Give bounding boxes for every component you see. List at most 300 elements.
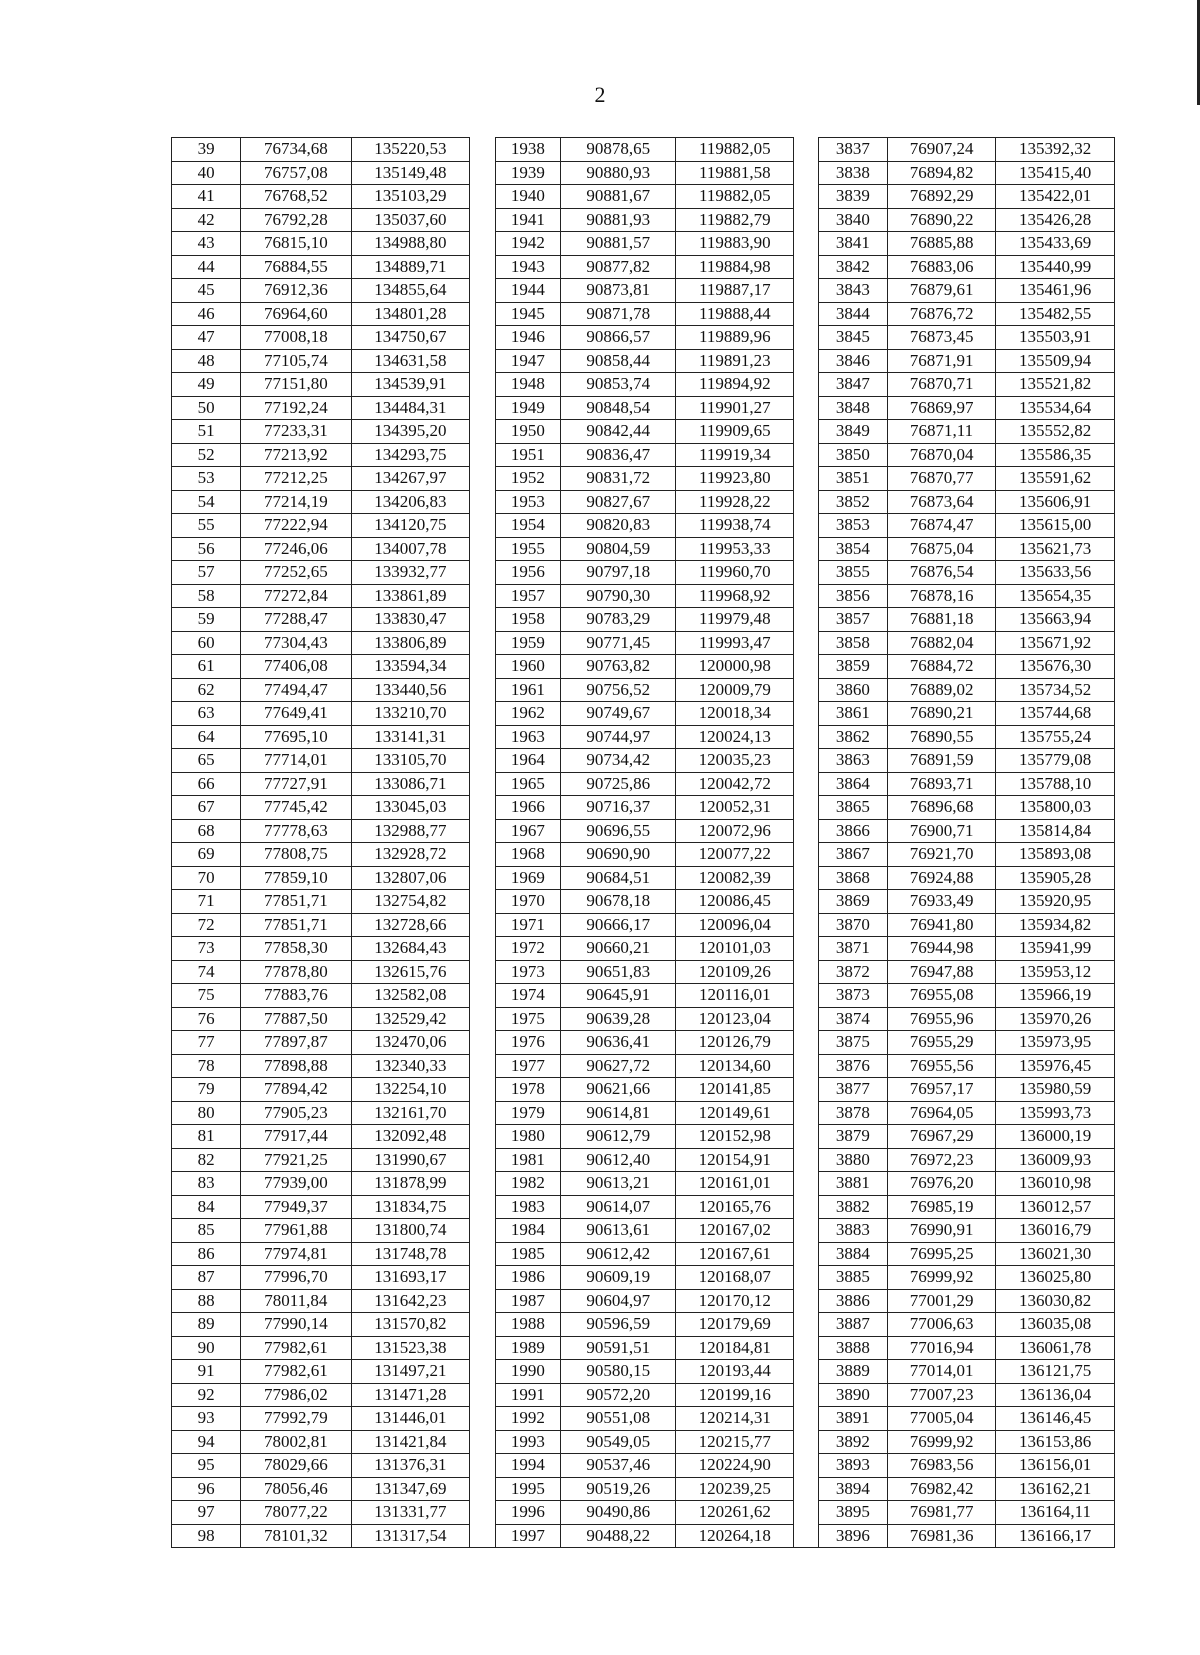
- cell-x: 90572,20: [560, 1383, 676, 1407]
- cell-y: 131347,69: [351, 1477, 470, 1501]
- cell-y: 136021,30: [996, 1242, 1115, 1266]
- cell-y: 136156,01: [996, 1454, 1115, 1478]
- cell-x: 90853,74: [560, 373, 676, 397]
- cell-x: 90881,93: [560, 208, 676, 232]
- table-row: [172, 208, 1115, 232]
- table-row: [172, 396, 1115, 420]
- cell-y: 135980,59: [996, 1078, 1115, 1102]
- cell-y: 136016,79: [996, 1219, 1115, 1243]
- cell-x: 77001,29: [887, 1289, 995, 1313]
- cell-x: 76907,24: [887, 138, 995, 162]
- cell-y: 131642,23: [351, 1289, 470, 1313]
- cell-x: 76896,68: [887, 796, 995, 820]
- cell-point: 70: [172, 866, 241, 890]
- cell-point: 48: [172, 349, 241, 373]
- column-gap: [794, 702, 819, 726]
- cell-x: 90684,51: [560, 866, 676, 890]
- cell-y: 135676,30: [996, 655, 1115, 679]
- cell-x: 78029,66: [241, 1454, 351, 1478]
- cell-point: 1967: [495, 819, 560, 843]
- cell-point: 51: [172, 420, 241, 444]
- cell-x: 76876,54: [887, 561, 995, 585]
- cell-point: 1966: [495, 796, 560, 820]
- column-gap: [470, 1477, 496, 1501]
- cell-y: 120141,85: [676, 1078, 794, 1102]
- column-gap: [794, 1477, 819, 1501]
- table-row: [172, 302, 1115, 326]
- cell-y: 120042,72: [676, 772, 794, 796]
- cell-y: 136012,57: [996, 1195, 1115, 1219]
- cell-x: 76933,49: [887, 890, 995, 914]
- table-row: [172, 1407, 1115, 1431]
- cell-point: 83: [172, 1172, 241, 1196]
- cell-x: 76883,06: [887, 255, 995, 279]
- cell-x: 77851,71: [241, 890, 351, 914]
- table-row: [172, 1195, 1115, 1219]
- cell-y: 135920,95: [996, 890, 1115, 914]
- cell-x: 76884,55: [241, 255, 351, 279]
- cell-x: 76881,18: [887, 608, 995, 632]
- column-gap: [794, 161, 819, 185]
- column-gap: [794, 1007, 819, 1031]
- cell-y: 132529,42: [351, 1007, 470, 1031]
- cell-point: 3845: [818, 326, 887, 350]
- cell-x: 76884,72: [887, 655, 995, 679]
- cell-x: 77808,75: [241, 843, 351, 867]
- column-gap: [794, 937, 819, 961]
- cell-point: 3856: [818, 584, 887, 608]
- cell-y: 119882,79: [676, 208, 794, 232]
- cell-y: 135893,08: [996, 843, 1115, 867]
- cell-y: 135814,84: [996, 819, 1115, 843]
- column-gap: [794, 984, 819, 1008]
- cell-x: 77494,47: [241, 678, 351, 702]
- cell-y: 133105,70: [351, 749, 470, 773]
- cell-x: 90877,82: [560, 255, 676, 279]
- cell-y: 120199,16: [676, 1383, 794, 1407]
- cell-x: 76983,56: [887, 1454, 995, 1478]
- column-gap: [794, 1195, 819, 1219]
- cell-y: 120184,81: [676, 1336, 794, 1360]
- cell-y: 134539,91: [351, 373, 470, 397]
- cell-x: 90827,67: [560, 490, 676, 514]
- cell-point: 3874: [818, 1007, 887, 1031]
- cell-x: 77961,88: [241, 1219, 351, 1243]
- cell-point: 80: [172, 1101, 241, 1125]
- cell-y: 134395,20: [351, 420, 470, 444]
- cell-point: 1991: [495, 1383, 560, 1407]
- cell-point: 85: [172, 1219, 241, 1243]
- cell-point: 1942: [495, 232, 560, 256]
- cell-point: 93: [172, 1407, 241, 1431]
- cell-y: 133861,89: [351, 584, 470, 608]
- cell-point: 1994: [495, 1454, 560, 1478]
- cell-x: 90716,37: [560, 796, 676, 820]
- cell-x: 77304,43: [241, 631, 351, 655]
- cell-point: 3881: [818, 1172, 887, 1196]
- cell-y: 120109,26: [676, 960, 794, 984]
- cell-y: 135615,00: [996, 514, 1115, 538]
- cell-point: 74: [172, 960, 241, 984]
- cell-point: 1970: [495, 890, 560, 914]
- column-gap: [470, 1430, 496, 1454]
- column-gap: [794, 749, 819, 773]
- column-gap: [794, 608, 819, 632]
- column-gap: [470, 584, 496, 608]
- table-row: [172, 561, 1115, 585]
- cell-x: 90609,19: [560, 1266, 676, 1290]
- cell-y: 136136,04: [996, 1383, 1115, 1407]
- cell-point: 61: [172, 655, 241, 679]
- column-gap: [470, 1031, 496, 1055]
- table-row: [172, 702, 1115, 726]
- cell-x: 90678,18: [560, 890, 676, 914]
- cell-x: 90612,42: [560, 1242, 676, 1266]
- cell-point: 1962: [495, 702, 560, 726]
- cell-x: 90551,08: [560, 1407, 676, 1431]
- cell-y: 132615,76: [351, 960, 470, 984]
- column-gap: [470, 396, 496, 420]
- cell-x: 76955,08: [887, 984, 995, 1008]
- cell-x: 90881,67: [560, 185, 676, 209]
- cell-point: 1997: [495, 1524, 560, 1548]
- cell-y: 131748,78: [351, 1242, 470, 1266]
- cell-point: 49: [172, 373, 241, 397]
- cell-x: 77252,65: [241, 561, 351, 585]
- cell-point: 1963: [495, 725, 560, 749]
- column-gap: [794, 655, 819, 679]
- cell-y: 136030,82: [996, 1289, 1115, 1313]
- column-gap: [794, 1078, 819, 1102]
- cell-x: 76981,77: [887, 1501, 995, 1525]
- column-gap: [470, 890, 496, 914]
- cell-point: 79: [172, 1078, 241, 1102]
- cell-x: 76912,36: [241, 279, 351, 303]
- cell-x: 77745,42: [241, 796, 351, 820]
- cell-x: 76955,56: [887, 1054, 995, 1078]
- column-gap: [794, 349, 819, 373]
- cell-point: 1954: [495, 514, 560, 538]
- cell-x: 76981,36: [887, 1524, 995, 1548]
- cell-point: 3875: [818, 1031, 887, 1055]
- cell-point: 3884: [818, 1242, 887, 1266]
- cell-y: 136000,19: [996, 1125, 1115, 1149]
- column-gap: [470, 1313, 496, 1337]
- cell-x: 90537,46: [560, 1454, 676, 1478]
- column-gap: [470, 490, 496, 514]
- column-gap: [794, 138, 819, 162]
- column-gap: [794, 772, 819, 796]
- cell-x: 76874,47: [887, 514, 995, 538]
- cell-x: 76873,64: [887, 490, 995, 514]
- cell-x: 90873,81: [560, 279, 676, 303]
- table-row: [172, 255, 1115, 279]
- column-gap: [794, 1430, 819, 1454]
- cell-y: 120264,18: [676, 1524, 794, 1548]
- cell-y: 119928,22: [676, 490, 794, 514]
- column-gap: [794, 843, 819, 867]
- table-row: [172, 1219, 1115, 1243]
- cell-point: 3841: [818, 232, 887, 256]
- cell-x: 90614,81: [560, 1101, 676, 1125]
- cell-x: 90696,55: [560, 819, 676, 843]
- cell-y: 135392,32: [996, 138, 1115, 162]
- cell-point: 1938: [495, 138, 560, 162]
- cell-point: 1957: [495, 584, 560, 608]
- cell-x: 76892,29: [887, 185, 995, 209]
- table-row: [172, 890, 1115, 914]
- cell-point: 3864: [818, 772, 887, 796]
- cell-y: 135621,73: [996, 537, 1115, 561]
- cell-point: 40: [172, 161, 241, 185]
- cell-y: 131990,67: [351, 1148, 470, 1172]
- table-row: [172, 1336, 1115, 1360]
- cell-x: 76957,17: [887, 1078, 995, 1102]
- cell-point: 3886: [818, 1289, 887, 1313]
- cell-point: 3889: [818, 1360, 887, 1384]
- column-gap: [794, 537, 819, 561]
- cell-y: 133806,89: [351, 631, 470, 655]
- cell-x: 76891,59: [887, 749, 995, 773]
- cell-y: 133141,31: [351, 725, 470, 749]
- cell-y: 120154,91: [676, 1148, 794, 1172]
- table-row: [172, 185, 1115, 209]
- cell-y: 120224,90: [676, 1454, 794, 1478]
- cell-x: 76924,88: [887, 866, 995, 890]
- cell-point: 3882: [818, 1195, 887, 1219]
- column-gap: [794, 396, 819, 420]
- column-gap: [794, 1454, 819, 1478]
- column-gap: [470, 443, 496, 467]
- cell-x: 76878,16: [887, 584, 995, 608]
- column-gap: [470, 1383, 496, 1407]
- column-gap: [794, 514, 819, 538]
- column-gap: [794, 678, 819, 702]
- cell-y: 120134,60: [676, 1054, 794, 1078]
- cell-x: 77982,61: [241, 1336, 351, 1360]
- cell-y: 131800,74: [351, 1219, 470, 1243]
- cell-y: 131570,82: [351, 1313, 470, 1337]
- cell-point: 1960: [495, 655, 560, 679]
- cell-x: 90690,90: [560, 843, 676, 867]
- cell-y: 120261,62: [676, 1501, 794, 1525]
- cell-x: 77246,06: [241, 537, 351, 561]
- cell-x: 76972,23: [887, 1148, 995, 1172]
- column-gap: [470, 138, 496, 162]
- cell-y: 120077,22: [676, 843, 794, 867]
- cell-point: 1940: [495, 185, 560, 209]
- cell-point: 84: [172, 1195, 241, 1219]
- cell-point: 1952: [495, 467, 560, 491]
- cell-x: 76871,11: [887, 420, 995, 444]
- table-row: [172, 749, 1115, 773]
- cell-point: 3857: [818, 608, 887, 632]
- cell-y: 133830,47: [351, 608, 470, 632]
- cell-point: 1978: [495, 1078, 560, 1102]
- cell-y: 135934,82: [996, 913, 1115, 937]
- cell-point: 1980: [495, 1125, 560, 1149]
- cell-point: 3861: [818, 702, 887, 726]
- column-gap: [794, 443, 819, 467]
- cell-x: 77851,71: [241, 913, 351, 937]
- cell-point: 3846: [818, 349, 887, 373]
- column-gap: [470, 1360, 496, 1384]
- column-gap: [794, 1125, 819, 1149]
- cell-y: 136164,11: [996, 1501, 1115, 1525]
- cell-x: 90878,65: [560, 138, 676, 162]
- column-gap: [470, 1078, 496, 1102]
- cell-y: 135671,92: [996, 631, 1115, 655]
- cell-y: 135905,28: [996, 866, 1115, 890]
- cell-point: 1969: [495, 866, 560, 890]
- table-row: [172, 1383, 1115, 1407]
- cell-x: 77898,88: [241, 1054, 351, 1078]
- cell-point: 1953: [495, 490, 560, 514]
- cell-point: 3873: [818, 984, 887, 1008]
- cell-x: 76947,88: [887, 960, 995, 984]
- cell-point: 3896: [818, 1524, 887, 1548]
- cell-point: 3840: [818, 208, 887, 232]
- column-gap: [794, 631, 819, 655]
- cell-point: 3862: [818, 725, 887, 749]
- cell-x: 90848,54: [560, 396, 676, 420]
- column-gap: [470, 232, 496, 256]
- cell-point: 1988: [495, 1313, 560, 1337]
- cell-x: 90490,86: [560, 1501, 676, 1525]
- column-gap: [470, 326, 496, 350]
- cell-point: 41: [172, 185, 241, 209]
- column-gap: [470, 843, 496, 867]
- cell-point: 47: [172, 326, 241, 350]
- cell-x: 90645,91: [560, 984, 676, 1008]
- cell-x: 76875,04: [887, 537, 995, 561]
- cell-y: 119883,90: [676, 232, 794, 256]
- column-gap: [470, 208, 496, 232]
- cell-point: 72: [172, 913, 241, 937]
- cell-y: 132684,43: [351, 937, 470, 961]
- cell-x: 77222,94: [241, 514, 351, 538]
- cell-point: 3888: [818, 1336, 887, 1360]
- cell-point: 3879: [818, 1125, 887, 1149]
- column-gap: [794, 1242, 819, 1266]
- cell-y: 132340,33: [351, 1054, 470, 1078]
- cell-point: 3848: [818, 396, 887, 420]
- cell-x: 77006,63: [887, 1313, 995, 1337]
- table-row: [172, 1125, 1115, 1149]
- coordinates-table: [171, 137, 1115, 1548]
- column-gap: [794, 1360, 819, 1384]
- cell-y: 119938,74: [676, 514, 794, 538]
- cell-point: 1951: [495, 443, 560, 467]
- cell-point: 1986: [495, 1266, 560, 1290]
- cell-point: 1987: [495, 1289, 560, 1313]
- cell-point: 3865: [818, 796, 887, 820]
- cell-y: 135788,10: [996, 772, 1115, 796]
- cell-x: 77878,80: [241, 960, 351, 984]
- cell-x: 76879,61: [887, 279, 995, 303]
- cell-point: 43: [172, 232, 241, 256]
- cell-point: 3850: [818, 443, 887, 467]
- cell-point: 3870: [818, 913, 887, 937]
- table-row: [172, 1172, 1115, 1196]
- cell-y: 136166,17: [996, 1524, 1115, 1548]
- cell-x: 77897,87: [241, 1031, 351, 1055]
- cell-point: 71: [172, 890, 241, 914]
- column-gap: [794, 1172, 819, 1196]
- cell-x: 76990,91: [887, 1219, 995, 1243]
- cell-x: 90614,07: [560, 1195, 676, 1219]
- cell-y: 120116,01: [676, 984, 794, 1008]
- table-row: [172, 1078, 1115, 1102]
- table-row: [172, 1524, 1115, 1548]
- cell-point: 78: [172, 1054, 241, 1078]
- column-gap: [794, 1148, 819, 1172]
- column-gap: [794, 420, 819, 444]
- cell-x: 77714,01: [241, 749, 351, 773]
- cell-y: 135503,91: [996, 326, 1115, 350]
- page-number: 2: [594, 82, 606, 107]
- cell-point: 1950: [495, 420, 560, 444]
- cell-y: 119887,17: [676, 279, 794, 303]
- cell-y: 131834,75: [351, 1195, 470, 1219]
- cell-y: 134988,80: [351, 232, 470, 256]
- column-gap: [794, 185, 819, 209]
- cell-x: 90488,22: [560, 1524, 676, 1548]
- cell-y: 134293,75: [351, 443, 470, 467]
- column-gap: [794, 1336, 819, 1360]
- cell-x: 77859,10: [241, 866, 351, 890]
- column-gap: [470, 1101, 496, 1125]
- cell-point: 1939: [495, 161, 560, 185]
- cell-x: 90519,26: [560, 1477, 676, 1501]
- cell-x: 77986,02: [241, 1383, 351, 1407]
- cell-x: 90820,83: [560, 514, 676, 538]
- column-gap: [470, 1172, 496, 1196]
- cell-y: 133210,70: [351, 702, 470, 726]
- cell-point: 1941: [495, 208, 560, 232]
- column-gap: [470, 1524, 496, 1548]
- cell-y: 135953,12: [996, 960, 1115, 984]
- cell-y: 135663,94: [996, 608, 1115, 632]
- table-row: [172, 138, 1115, 162]
- column-gap: [794, 326, 819, 350]
- cell-x: 90866,57: [560, 326, 676, 350]
- cell-x: 90831,72: [560, 467, 676, 491]
- cell-x: 76890,55: [887, 725, 995, 749]
- cell-x: 77992,79: [241, 1407, 351, 1431]
- cell-y: 135779,08: [996, 749, 1115, 773]
- column-gap: [794, 725, 819, 749]
- column-gap: [470, 279, 496, 303]
- cell-y: 120018,34: [676, 702, 794, 726]
- cell-y: 119979,48: [676, 608, 794, 632]
- cell-x: 76893,71: [887, 772, 995, 796]
- cell-point: 64: [172, 725, 241, 749]
- cell-point: 1948: [495, 373, 560, 397]
- cell-x: 76768,52: [241, 185, 351, 209]
- cell-x: 90734,42: [560, 749, 676, 773]
- cell-point: 62: [172, 678, 241, 702]
- cell-y: 136146,45: [996, 1407, 1115, 1431]
- column-gap: [470, 1336, 496, 1360]
- cell-x: 76889,02: [887, 678, 995, 702]
- cell-point: 3885: [818, 1266, 887, 1290]
- cell-point: 1990: [495, 1360, 560, 1384]
- cell-x: 77016,94: [887, 1336, 995, 1360]
- cell-y: 120082,39: [676, 866, 794, 890]
- cell-x: 76870,04: [887, 443, 995, 467]
- cell-y: 131523,38: [351, 1336, 470, 1360]
